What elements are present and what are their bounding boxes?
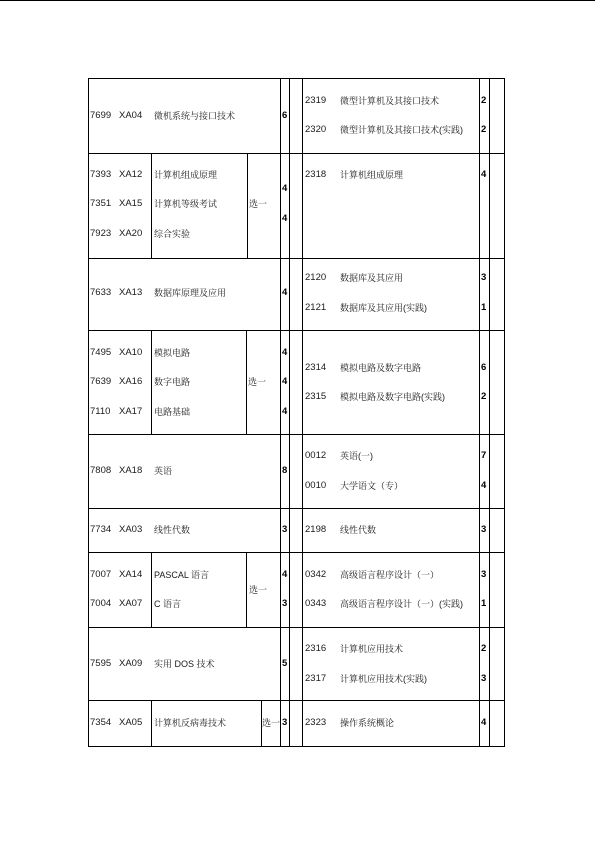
- new-course-credit: 3: [481, 673, 487, 684]
- old-course-credit: 4: [282, 406, 288, 417]
- new-course-name: 模拟电路及数字电路: [340, 363, 422, 373]
- old-course-name: 线性代数: [154, 525, 191, 535]
- old-course-name: 计算机组成原理: [154, 170, 218, 180]
- new-course-code: 2198: [305, 524, 327, 535]
- new-course-credit: 2: [481, 643, 487, 654]
- old-course-code: 7633: [90, 287, 112, 298]
- old-course-code: 7351: [90, 198, 112, 209]
- old-course-name: 数字电路: [154, 377, 191, 387]
- choose-one-label: 选一: [249, 199, 268, 209]
- new-course-code: 2323: [305, 717, 327, 728]
- new-course-credit: 7: [481, 450, 487, 461]
- new-course-code: 0343: [305, 598, 327, 609]
- old-course-xa-code: XA18: [119, 465, 143, 476]
- old-course-name: 数据库原理及应用: [154, 288, 227, 298]
- new-course-name: 英语(一): [340, 451, 373, 461]
- old-course-xa-code: XA20: [119, 228, 143, 239]
- new-course-name: 计算机组成原理: [340, 170, 404, 180]
- new-course-credit: 3: [481, 272, 487, 283]
- new-course-credit: 2: [481, 95, 487, 106]
- old-course-credit: 3: [282, 524, 288, 535]
- new-course-code: 0010: [305, 480, 327, 491]
- old-course-code: 7354: [90, 717, 112, 728]
- old-course-xa-code: XA05: [119, 717, 143, 728]
- new-course-name: 数据库及其应用(实践): [340, 303, 427, 313]
- old-course-code: 7808: [90, 465, 112, 476]
- old-course-xa-code: XA14: [119, 569, 143, 580]
- new-course-credit: 2: [481, 391, 487, 402]
- old-course-code: 7639: [90, 376, 112, 387]
- new-course-credit: 4: [481, 480, 487, 491]
- grid-line: [246, 330, 247, 435]
- old-course-xa-code: XA15: [119, 198, 143, 209]
- old-course-name: 微机系统与接口技术: [154, 111, 236, 121]
- old-course-code: 7393: [90, 169, 112, 180]
- old-course-name: 实用 DOS 技术: [154, 659, 215, 669]
- new-course-credit: 1: [481, 302, 487, 313]
- old-course-code: 7699: [90, 110, 112, 121]
- grid-line: [151, 153, 152, 259]
- new-course-code: 0342: [305, 569, 327, 580]
- new-course-name: 操作系统概论: [340, 718, 395, 728]
- new-course-credit: 6: [481, 362, 487, 373]
- old-course-credit: 5: [282, 658, 288, 669]
- new-course-name: 数据库及其应用: [340, 273, 404, 283]
- new-course-code: 2121: [305, 302, 327, 313]
- old-course-credit: 6: [282, 110, 288, 121]
- old-course-name: 计算机反病毒技术: [154, 718, 227, 728]
- grid-line: [504, 78, 505, 747]
- new-course-code: 2317: [305, 673, 327, 684]
- new-course-credit: 2: [481, 124, 487, 135]
- grid-line: [88, 78, 89, 747]
- grid-line: [246, 552, 247, 628]
- new-course-name: 大学语文（专）: [340, 481, 404, 491]
- new-course-name: 高级语言程序设计（一）(实践): [340, 599, 463, 609]
- new-course-code: 2314: [305, 362, 327, 373]
- new-course-name: 高级语言程序设计（一）: [340, 570, 440, 580]
- new-course-credit: 4: [481, 717, 487, 728]
- old-course-name: 综合实验: [154, 229, 191, 239]
- grid-line: [302, 78, 303, 747]
- new-course-code: 2316: [305, 643, 327, 654]
- old-course-xa-code: XA13: [119, 287, 143, 298]
- new-course-code: 2315: [305, 391, 327, 402]
- grid-line: [88, 508, 505, 509]
- old-course-credit: 4: [282, 183, 288, 194]
- choose-one-label: 选一: [262, 718, 281, 728]
- old-course-name: 电路基础: [154, 407, 191, 417]
- new-course-code: 2320: [305, 124, 327, 135]
- old-course-xa-code: XA07: [119, 598, 143, 609]
- old-course-xa-code: XA10: [119, 347, 143, 358]
- new-course-name: 线性代数: [340, 525, 377, 535]
- old-course-credit: 4: [282, 213, 288, 224]
- old-course-credit: 8: [282, 465, 288, 476]
- grid-line: [151, 552, 152, 628]
- old-course-xa-code: XA03: [119, 524, 143, 535]
- choose-one-label: 选一: [248, 377, 267, 387]
- old-course-code: 7495: [90, 347, 112, 358]
- grid-line: [289, 78, 290, 747]
- new-course-name: 模拟电路及数字电路(实践): [340, 392, 445, 402]
- grid-line: [151, 330, 152, 435]
- new-course-credit: 1: [481, 598, 487, 609]
- grid-line: [88, 78, 505, 79]
- old-course-credit: 3: [282, 598, 288, 609]
- grid-line: [151, 700, 152, 747]
- new-course-code: 2120: [305, 272, 327, 283]
- old-course-name: 模拟电路: [154, 348, 191, 358]
- old-course-code: 7923: [90, 228, 112, 239]
- old-course-credit: 4: [282, 376, 288, 387]
- grid-line: [280, 78, 281, 747]
- old-course-name: 计算机等级考试: [154, 199, 218, 209]
- old-course-code: 7595: [90, 658, 112, 669]
- new-course-credit: 4: [481, 169, 487, 180]
- old-course-credit: 4: [282, 569, 288, 580]
- new-course-name: 计算机应用技术(实践): [340, 674, 427, 684]
- old-course-name: 英语: [154, 466, 173, 476]
- grid-line: [247, 153, 248, 259]
- new-course-name: 微型计算机及其接口技术(实践): [340, 125, 463, 135]
- old-course-xa-code: XA09: [119, 658, 143, 669]
- grid-line: [489, 78, 490, 747]
- old-course-xa-code: XA16: [119, 376, 143, 387]
- old-course-code: 7004: [90, 598, 112, 609]
- old-course-credit: 3: [282, 717, 288, 728]
- page-top-rule: [0, 0, 595, 1]
- old-course-name: C 语言: [154, 599, 182, 609]
- new-course-credit: 3: [481, 524, 487, 535]
- old-course-code: 7110: [90, 406, 111, 417]
- old-course-credit: 4: [282, 347, 288, 358]
- new-course-name: 计算机应用技术: [340, 644, 404, 654]
- old-course-xa-code: XA04: [119, 110, 143, 121]
- old-course-xa-code: XA12: [119, 169, 143, 180]
- grid-line: [479, 78, 480, 747]
- old-course-credit: 4: [282, 287, 288, 298]
- old-course-code: 7007: [90, 569, 112, 580]
- new-course-credit: 3: [481, 569, 487, 580]
- choose-one-label: 选一: [249, 585, 268, 595]
- old-course-xa-code: XA17: [119, 406, 143, 417]
- new-course-name: 微型计算机及其接口技术: [340, 96, 440, 106]
- new-course-code: 2318: [305, 169, 327, 180]
- new-course-code: 2319: [305, 95, 327, 106]
- old-course-name: PASCAL 语言: [154, 570, 210, 580]
- new-course-code: 0012: [305, 450, 327, 461]
- old-course-code: 7734: [90, 524, 112, 535]
